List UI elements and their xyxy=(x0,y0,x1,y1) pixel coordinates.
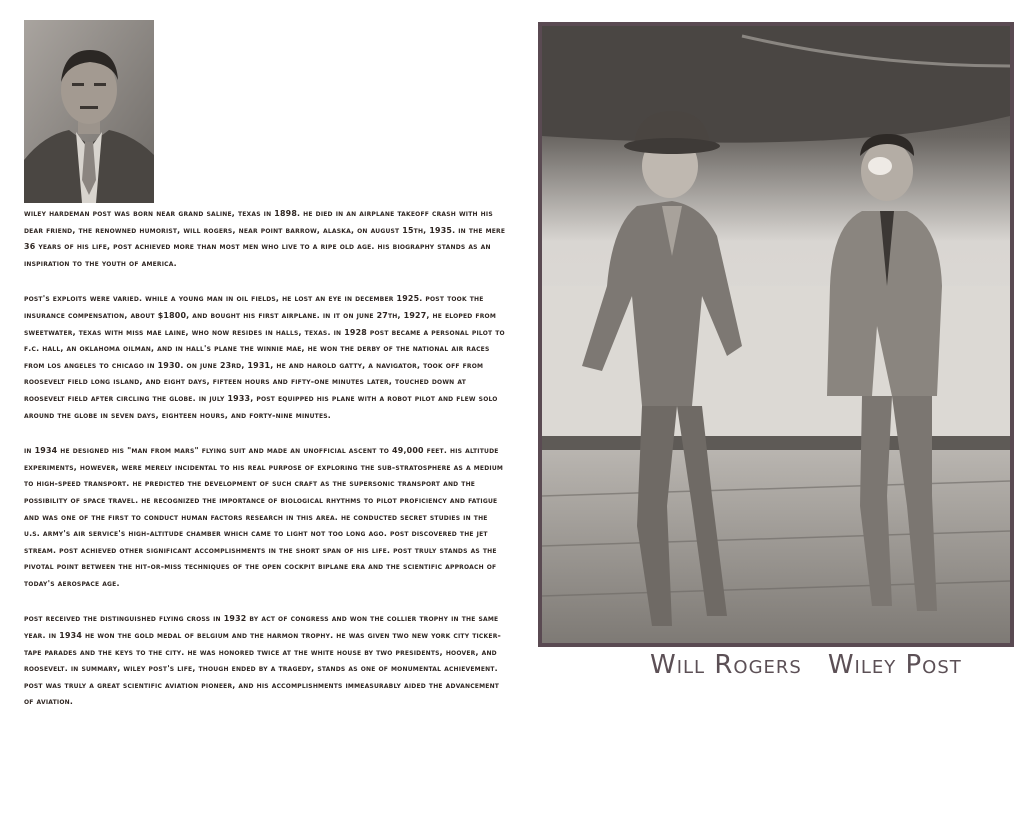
bio-paragraph-4: post received the distinguished flying cross in 1932 by act of congress and won the collier trophy in the same year. in 1934 he won the gold medal of belgium and the harmon trophy. he was given two new york city ticker-tape parades and the keys to the city. he was honored twice at the white house by two presidents, hoover, and roosevelt. in summary, wiley post's life, though ended by a tragedy, stands as one of monumental achievement. post was truly a great scientific aviation pioneer, and his accomplishments immeasurably aided the advancement of aviation. xyxy=(24,614,501,707)
rogers-post-photo xyxy=(542,26,1010,643)
caption-will-rogers: Will Rogers xyxy=(650,650,802,680)
photo-frame xyxy=(538,22,1014,647)
wiley-post-portrait xyxy=(24,20,154,203)
biography-text xyxy=(24,206,506,730)
photo-caption xyxy=(650,650,1010,680)
photo-image xyxy=(542,26,1010,643)
bio-paragraph-2: post's exploits were varied. while a young man in oil fields, he lost an eye in december 1925. post took the insurance compensation, about $1800, and bought his first airplane. in it on june 27th, 1927, he eloped from sweetwater, texas with miss mae laine, who now resides in halls, texas. in 1928 post became a personal pilot to f.c. hall, an oklahoma oilman, and in hall's plane the winnie mae, he won the derby of the national air races from los angeles to chicago in 1930. on june 23rd, 1931, he and harold gatty, a navigator, took off from roosevelt field long island, and eight days, fifteen hours and fifty-one minutes later, touched down at roosevelt field after circling the globe. in july 1933, post equipped his plane with a robot pilot and flew solo around the globe in seven days, eighteen hours, and forty-nine minutes. xyxy=(24,294,505,420)
bio-paragraph-3: in 1934 he designed his "man from mars" flying suit and made an unofficial ascent to 49,000 feet. his altitude experiments, however, were merely incidental to his real purpose of exploring the sub-stratosphere as a medium to high-speed transport. he predicted the development of such craft as the supersonic transport and the possibility of space travel. he recognized the importance of biological rhythms to pilot proficiency and fatigue and was one of the first to conduct human factors research in this area. he conducted secret studies in the u.s. army's air service's high-altitude chamber which came to light not too long ago. post discovered the jet stream. post achieved other significant accomplishments in the short span of his life. post truly stands as the pivotal point between the hit-or-miss techniques of the open cockpit biplane era and the scientific approach of today's aerospace age. xyxy=(24,446,504,588)
caption-wiley-post: Wiley Post xyxy=(827,650,962,680)
portrait-image xyxy=(24,20,154,203)
bio-paragraph-1: wiley hardeman post was born near grand saline, texas in 1898. he died in an airplane takeoff crash with his dear friend, the renowned humorist, will rogers, near point barrow, alaska, on august 15th, 1935. in the mere 36 years of his life, post achieved more than most men who live to a ripe old age. his biography stands as an inspiration to the youth of america. xyxy=(24,209,506,268)
